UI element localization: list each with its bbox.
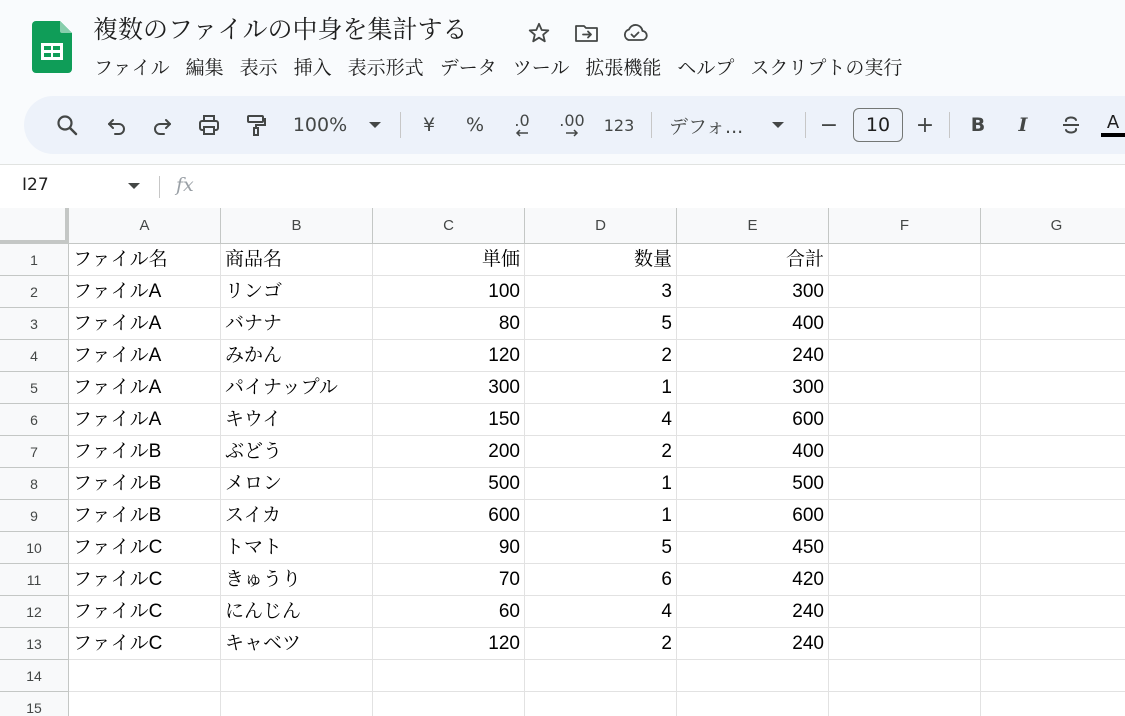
cell-c3[interactable]: 80 bbox=[373, 308, 525, 340]
cell-a6[interactable]: ファイルA bbox=[69, 404, 221, 436]
menu-help[interactable]: ヘルプ bbox=[677, 57, 735, 79]
cell-e2[interactable]: 300 bbox=[677, 276, 829, 308]
menu-format[interactable]: 表示形式 bbox=[347, 57, 424, 79]
text-color-label: A bbox=[1106, 112, 1120, 133]
row-header-12[interactable]: 12 bbox=[0, 596, 69, 628]
cell-f5[interactable] bbox=[829, 372, 981, 404]
cell-f12[interactable] bbox=[829, 596, 981, 628]
row-header-10[interactable]: 10 bbox=[0, 532, 69, 564]
cell-a5[interactable]: ファイルA bbox=[69, 372, 221, 404]
cell-b6[interactable]: キウイ bbox=[221, 404, 373, 436]
cell-f3[interactable] bbox=[829, 308, 981, 340]
menu-tools[interactable]: ツール bbox=[512, 57, 570, 79]
star-icon[interactable] bbox=[524, 18, 554, 48]
cell-c11[interactable]: 70 bbox=[373, 564, 525, 596]
toolbar-divider bbox=[805, 112, 806, 138]
cell-b3[interactable]: バナナ bbox=[221, 308, 373, 340]
row-header-7[interactable]: 7 bbox=[0, 436, 69, 468]
cell-b15[interactable] bbox=[221, 692, 373, 716]
cell-a7[interactable]: ファイルB bbox=[69, 436, 221, 468]
row-header-2[interactable]: 2 bbox=[0, 276, 69, 308]
cell-c5[interactable]: 300 bbox=[373, 372, 525, 404]
cell-g5[interactable] bbox=[981, 372, 1125, 404]
formula-bar bbox=[0, 164, 1125, 208]
cell-g14[interactable] bbox=[981, 660, 1125, 692]
cell-e7[interactable]: 400 bbox=[677, 436, 829, 468]
cell-b9[interactable]: スイカ bbox=[221, 500, 373, 532]
increase-font-size-button[interactable]: + bbox=[915, 112, 935, 138]
cell-b5[interactable]: パイナップル bbox=[221, 372, 373, 404]
column-header-a[interactable]: A bbox=[69, 208, 221, 244]
column-header-d[interactable]: D bbox=[525, 208, 677, 244]
cell-a9[interactable]: ファイルB bbox=[69, 500, 221, 532]
cell-c7[interactable]: 200 bbox=[373, 436, 525, 468]
paint-format-icon[interactable] bbox=[239, 96, 273, 154]
cell-c6[interactable]: 150 bbox=[373, 404, 525, 436]
toolbar-divider bbox=[949, 112, 950, 138]
cell-g8[interactable] bbox=[981, 468, 1125, 500]
toolbar-divider bbox=[400, 112, 401, 138]
row-header-14[interactable]: 14 bbox=[0, 660, 69, 692]
text-color-swatch bbox=[1101, 133, 1125, 137]
cell-f4[interactable] bbox=[829, 340, 981, 372]
cell-d1[interactable]: 数量 bbox=[525, 244, 677, 276]
cell-g1[interactable] bbox=[981, 244, 1125, 276]
cell-g3[interactable] bbox=[981, 308, 1125, 340]
row-header-9[interactable]: 9 bbox=[0, 500, 69, 532]
print-icon[interactable] bbox=[192, 96, 226, 154]
cell-f13[interactable] bbox=[829, 628, 981, 660]
increase-decimal-button[interactable] bbox=[552, 96, 592, 154]
cell-b14[interactable] bbox=[221, 660, 373, 692]
cell-c2[interactable]: 100 bbox=[373, 276, 525, 308]
cell-e5[interactable]: 300 bbox=[677, 372, 829, 404]
cell-f15[interactable] bbox=[829, 692, 981, 716]
cell-g10[interactable] bbox=[981, 532, 1125, 564]
menu-edit[interactable]: 編集 bbox=[185, 57, 224, 79]
cell-b8[interactable]: メロン bbox=[221, 468, 373, 500]
cell-f6[interactable] bbox=[829, 404, 981, 436]
cell-a15[interactable] bbox=[69, 692, 221, 716]
cell-f14[interactable] bbox=[829, 660, 981, 692]
cell-a10[interactable]: ファイルC bbox=[69, 532, 221, 564]
cell-a3[interactable]: ファイルA bbox=[69, 308, 221, 340]
row-header-4[interactable]: 4 bbox=[0, 340, 69, 372]
row-header-8[interactable]: 8 bbox=[0, 468, 69, 500]
cell-d15[interactable] bbox=[525, 692, 677, 716]
cell-a1[interactable]: ファイル名 bbox=[69, 244, 221, 276]
cell-e13[interactable]: 240 bbox=[677, 628, 829, 660]
toolbar bbox=[24, 96, 1125, 154]
menu-data[interactable]: データ bbox=[439, 57, 497, 79]
cell-d4[interactable]: 2 bbox=[525, 340, 677, 372]
menu-view[interactable]: 表示 bbox=[239, 57, 278, 79]
menu-bar bbox=[86, 52, 910, 84]
cell-e14[interactable] bbox=[677, 660, 829, 692]
row-header-3[interactable]: 3 bbox=[0, 308, 69, 340]
cell-a14[interactable] bbox=[69, 660, 221, 692]
bold-button[interactable]: B bbox=[970, 114, 986, 136]
number-format-button[interactable]: 123 bbox=[603, 115, 635, 135]
column-header-f[interactable]: F bbox=[829, 208, 981, 244]
cell-d10[interactable]: 5 bbox=[525, 532, 677, 564]
undo-icon[interactable] bbox=[100, 96, 134, 154]
name-box[interactable]: I27 bbox=[22, 175, 49, 195]
name-box-dropdown-icon[interactable] bbox=[128, 183, 140, 189]
cell-d12[interactable]: 4 bbox=[525, 596, 677, 628]
cell-a8[interactable]: ファイルB bbox=[69, 468, 221, 500]
percent-format-button[interactable]: % bbox=[465, 114, 485, 136]
arrow-left-icon bbox=[515, 129, 529, 137]
cell-f11[interactable] bbox=[829, 564, 981, 596]
row-header-15[interactable]: 15 bbox=[0, 692, 69, 716]
cell-c15[interactable] bbox=[373, 692, 525, 716]
cell-f2[interactable] bbox=[829, 276, 981, 308]
cell-d13[interactable]: 2 bbox=[525, 628, 677, 660]
cell-d2[interactable]: 3 bbox=[525, 276, 677, 308]
menu-file[interactable]: ファイル bbox=[94, 57, 170, 79]
decrease-font-size-button[interactable]: − bbox=[819, 112, 839, 138]
cell-e4[interactable]: 240 bbox=[677, 340, 829, 372]
cell-d3[interactable]: 5 bbox=[525, 308, 677, 340]
cell-g4[interactable] bbox=[981, 340, 1125, 372]
row-header-1[interactable]: 1 bbox=[0, 244, 69, 276]
column-header-c[interactable]: C bbox=[373, 208, 525, 244]
cell-e6[interactable]: 600 bbox=[677, 404, 829, 436]
cell-a4[interactable]: ファイルA bbox=[69, 340, 221, 372]
decrease-decimal-label: .0 bbox=[514, 111, 530, 130]
row-header-11[interactable]: 11 bbox=[0, 564, 69, 596]
zoom-dropdown-icon[interactable] bbox=[364, 96, 386, 154]
cell-e1[interactable]: 合計 bbox=[677, 244, 829, 276]
cell-g15[interactable] bbox=[981, 692, 1125, 716]
cell-c1[interactable]: 単価 bbox=[373, 244, 525, 276]
cell-c8[interactable]: 500 bbox=[373, 468, 525, 500]
cell-d5[interactable]: 1 bbox=[525, 372, 677, 404]
cell-c10[interactable]: 90 bbox=[373, 532, 525, 564]
font-size-input[interactable]: 10 bbox=[853, 108, 903, 142]
cell-c4[interactable]: 120 bbox=[373, 340, 525, 372]
cell-g2[interactable] bbox=[981, 276, 1125, 308]
cell-a11[interactable]: ファイルC bbox=[69, 564, 221, 596]
increase-decimal-label: .00 bbox=[559, 111, 585, 130]
strikethrough-icon[interactable] bbox=[1056, 96, 1086, 154]
redo-icon[interactable] bbox=[145, 96, 179, 154]
fx-icon: fx bbox=[176, 174, 194, 196]
cell-c9[interactable]: 600 bbox=[373, 500, 525, 532]
column-header-e[interactable]: E bbox=[677, 208, 829, 244]
cell-c12[interactable]: 60 bbox=[373, 596, 525, 628]
cell-g6[interactable] bbox=[981, 404, 1125, 436]
cell-d6[interactable]: 4 bbox=[525, 404, 677, 436]
cell-b2[interactable]: リンゴ bbox=[221, 276, 373, 308]
cell-e9[interactable]: 600 bbox=[677, 500, 829, 532]
cell-g12[interactable] bbox=[981, 596, 1125, 628]
decrease-decimal-button[interactable] bbox=[504, 96, 540, 154]
cloud-saved-icon[interactable] bbox=[620, 18, 650, 48]
cell-b4[interactable]: みかん bbox=[221, 340, 373, 372]
cell-e15[interactable] bbox=[677, 692, 829, 716]
menu-run-script[interactable]: スクリプトの実行 bbox=[750, 57, 903, 79]
currency-format-button[interactable]: ¥ bbox=[422, 114, 436, 136]
cell-g9[interactable] bbox=[981, 500, 1125, 532]
font-dropdown-icon[interactable] bbox=[767, 96, 789, 154]
search-icon[interactable] bbox=[50, 96, 84, 154]
menu-insert[interactable]: 挿入 bbox=[293, 57, 332, 79]
cell-f7[interactable] bbox=[829, 436, 981, 468]
menu-extensions[interactable]: 拡張機能 bbox=[585, 57, 662, 79]
cell-d11[interactable]: 6 bbox=[525, 564, 677, 596]
title-actions bbox=[524, 18, 650, 48]
cell-b12[interactable]: にんじん bbox=[221, 596, 373, 628]
cell-e3[interactable]: 400 bbox=[677, 308, 829, 340]
text-color-button[interactable] bbox=[1098, 96, 1125, 154]
italic-button[interactable]: I bbox=[1018, 114, 1028, 136]
cell-d14[interactable] bbox=[525, 660, 677, 692]
sheets-logo-icon[interactable] bbox=[32, 21, 72, 73]
cell-b10[interactable]: トマト bbox=[221, 532, 373, 564]
cell-f10[interactable] bbox=[829, 532, 981, 564]
select-all-corner[interactable] bbox=[0, 208, 69, 244]
move-to-folder-icon[interactable] bbox=[572, 18, 602, 48]
app-header bbox=[0, 0, 1125, 96]
cell-b13[interactable]: キャベツ bbox=[221, 628, 373, 660]
row-header-5[interactable]: 5 bbox=[0, 372, 69, 404]
cell-f9[interactable] bbox=[829, 500, 981, 532]
font-select[interactable]: デフォ... bbox=[669, 115, 744, 138]
spreadsheet-grid bbox=[0, 208, 1125, 716]
arrow-right-icon bbox=[565, 129, 579, 137]
cell-a2[interactable]: ファイルA bbox=[69, 276, 221, 308]
toolbar-divider bbox=[651, 112, 652, 138]
cell-f8[interactable] bbox=[829, 468, 981, 500]
cell-e8[interactable]: 500 bbox=[677, 468, 829, 500]
cell-e10[interactable]: 450 bbox=[677, 532, 829, 564]
cell-e12[interactable]: 240 bbox=[677, 596, 829, 628]
cell-f1[interactable] bbox=[829, 244, 981, 276]
cell-g7[interactable] bbox=[981, 436, 1125, 468]
cell-a12[interactable]: ファイルC bbox=[69, 596, 221, 628]
cell-d9[interactable]: 1 bbox=[525, 500, 677, 532]
cell-b11[interactable]: きゅうり bbox=[221, 564, 373, 596]
cell-d7[interactable]: 2 bbox=[525, 436, 677, 468]
cell-e11[interactable]: 420 bbox=[677, 564, 829, 596]
cell-c14[interactable] bbox=[373, 660, 525, 692]
column-header-b[interactable]: B bbox=[221, 208, 373, 244]
formula-bar-divider bbox=[159, 176, 160, 198]
cell-a13[interactable]: ファイルC bbox=[69, 628, 221, 660]
document-title[interactable]: 複数のファイルの中身を集計する bbox=[93, 15, 468, 44]
cell-c13[interactable]: 120 bbox=[373, 628, 525, 660]
row-header-6[interactable]: 6 bbox=[0, 404, 69, 436]
cell-d8[interactable]: 1 bbox=[525, 468, 677, 500]
cell-b7[interactable]: ぶどう bbox=[221, 436, 373, 468]
zoom-select[interactable]: 100% bbox=[292, 114, 348, 136]
cell-g13[interactable] bbox=[981, 628, 1125, 660]
row-header-13[interactable]: 13 bbox=[0, 628, 69, 660]
cell-b1[interactable]: 商品名 bbox=[221, 244, 373, 276]
column-header-g[interactable]: G bbox=[981, 208, 1125, 244]
cell-g11[interactable] bbox=[981, 564, 1125, 596]
